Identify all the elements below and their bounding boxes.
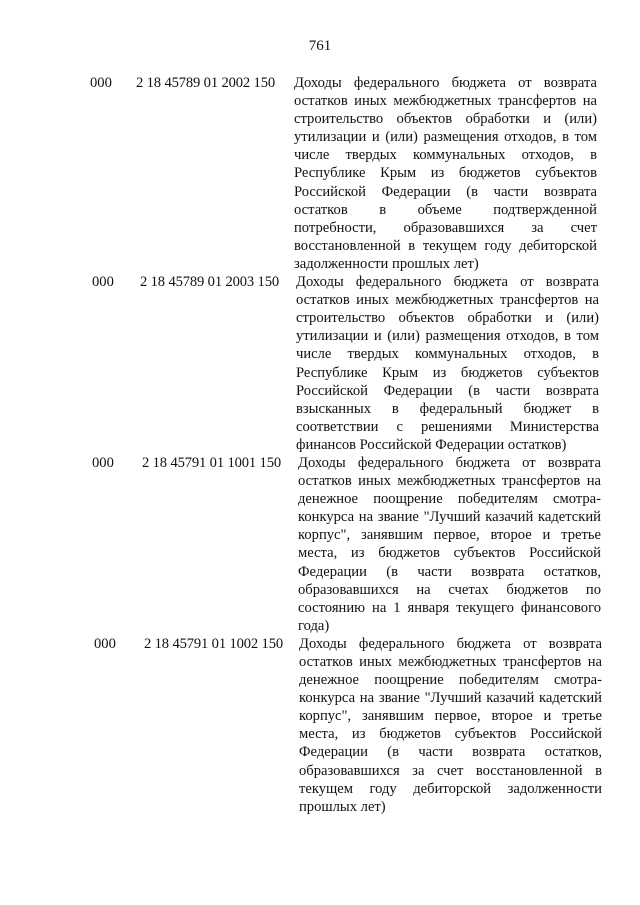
income-description: Доходы федерального бюджета от возврата остатков иных межбюджетных трансфертов на денежное поощрение победителям смотра-конкурса на звание "Лучший казачий кадетский корпус", занявшим первое, второе и третье места, из бюджетов субъектов Российской Федерации (в части возврата остатков, образовавшихся за счет восстановленной в текущем году дебиторской задолженности прошлых лет) [299, 635, 602, 815]
table-row [0, 74, 640, 273]
admin-code: 000 [92, 274, 114, 291]
page-number: 761 [308, 38, 332, 54]
table-row [0, 273, 640, 454]
admin-code: 000 [92, 454, 114, 471]
income-description: Доходы федерального бюджета от возврата остатков иных межбюджетных трансфертов на строительство объектов обработки и (или) утилизации и (или) размещения отходов, в том числе твердых коммунальных отходов, в Республике Крым из бюджетов субъектов Российской Федерации (в части возврата остатков в объеме подтвержденной потребности, образовавшихся за счет восстановленной в текущем году дебиторской задолженности прошлых лет) [294, 75, 597, 272]
budget-classification-code: 2 18 45789 01 2003 150 [140, 274, 279, 291]
admin-code: 000 [90, 75, 112, 91]
admin-code: 000 [94, 635, 116, 652]
table-row [0, 454, 640, 635]
classification-table [0, 74, 640, 816]
table-row [0, 635, 640, 816]
budget-classification-code: 2 18 45789 01 2002 150 [136, 75, 275, 91]
income-description: Доходы федерального бюджета от возврата остатков иных межбюджетных трансфертов на денежное поощрение победителям смотра-конкурса на звание "Лучший казачий кадетский корпус", занявшим первое, второе и третье места, из бюджетов субъектов Российской Федерации (в части возврата остатков, образовавшихся на счетах бюджетов по состоянию на 1 января текущего финансового года) [298, 454, 601, 634]
budget-classification-code: 2 18 45791 01 1001 150 [142, 454, 281, 471]
income-description: Доходы федерального бюджета от возврата остатков иных межбюджетных трансфертов на строительство объектов обработки и (или) утилизации и (или) размещения отходов, в том числе твердых коммунальных отходов, в Республике Крым из бюджетов субъектов Российской Федерации (в части возврата взысканных в федеральный бюджет в соответствии с решениями Министерства финансов Российской Федерации остатков) [296, 274, 599, 453]
budget-classification-code: 2 18 45791 01 1002 150 [144, 635, 283, 652]
